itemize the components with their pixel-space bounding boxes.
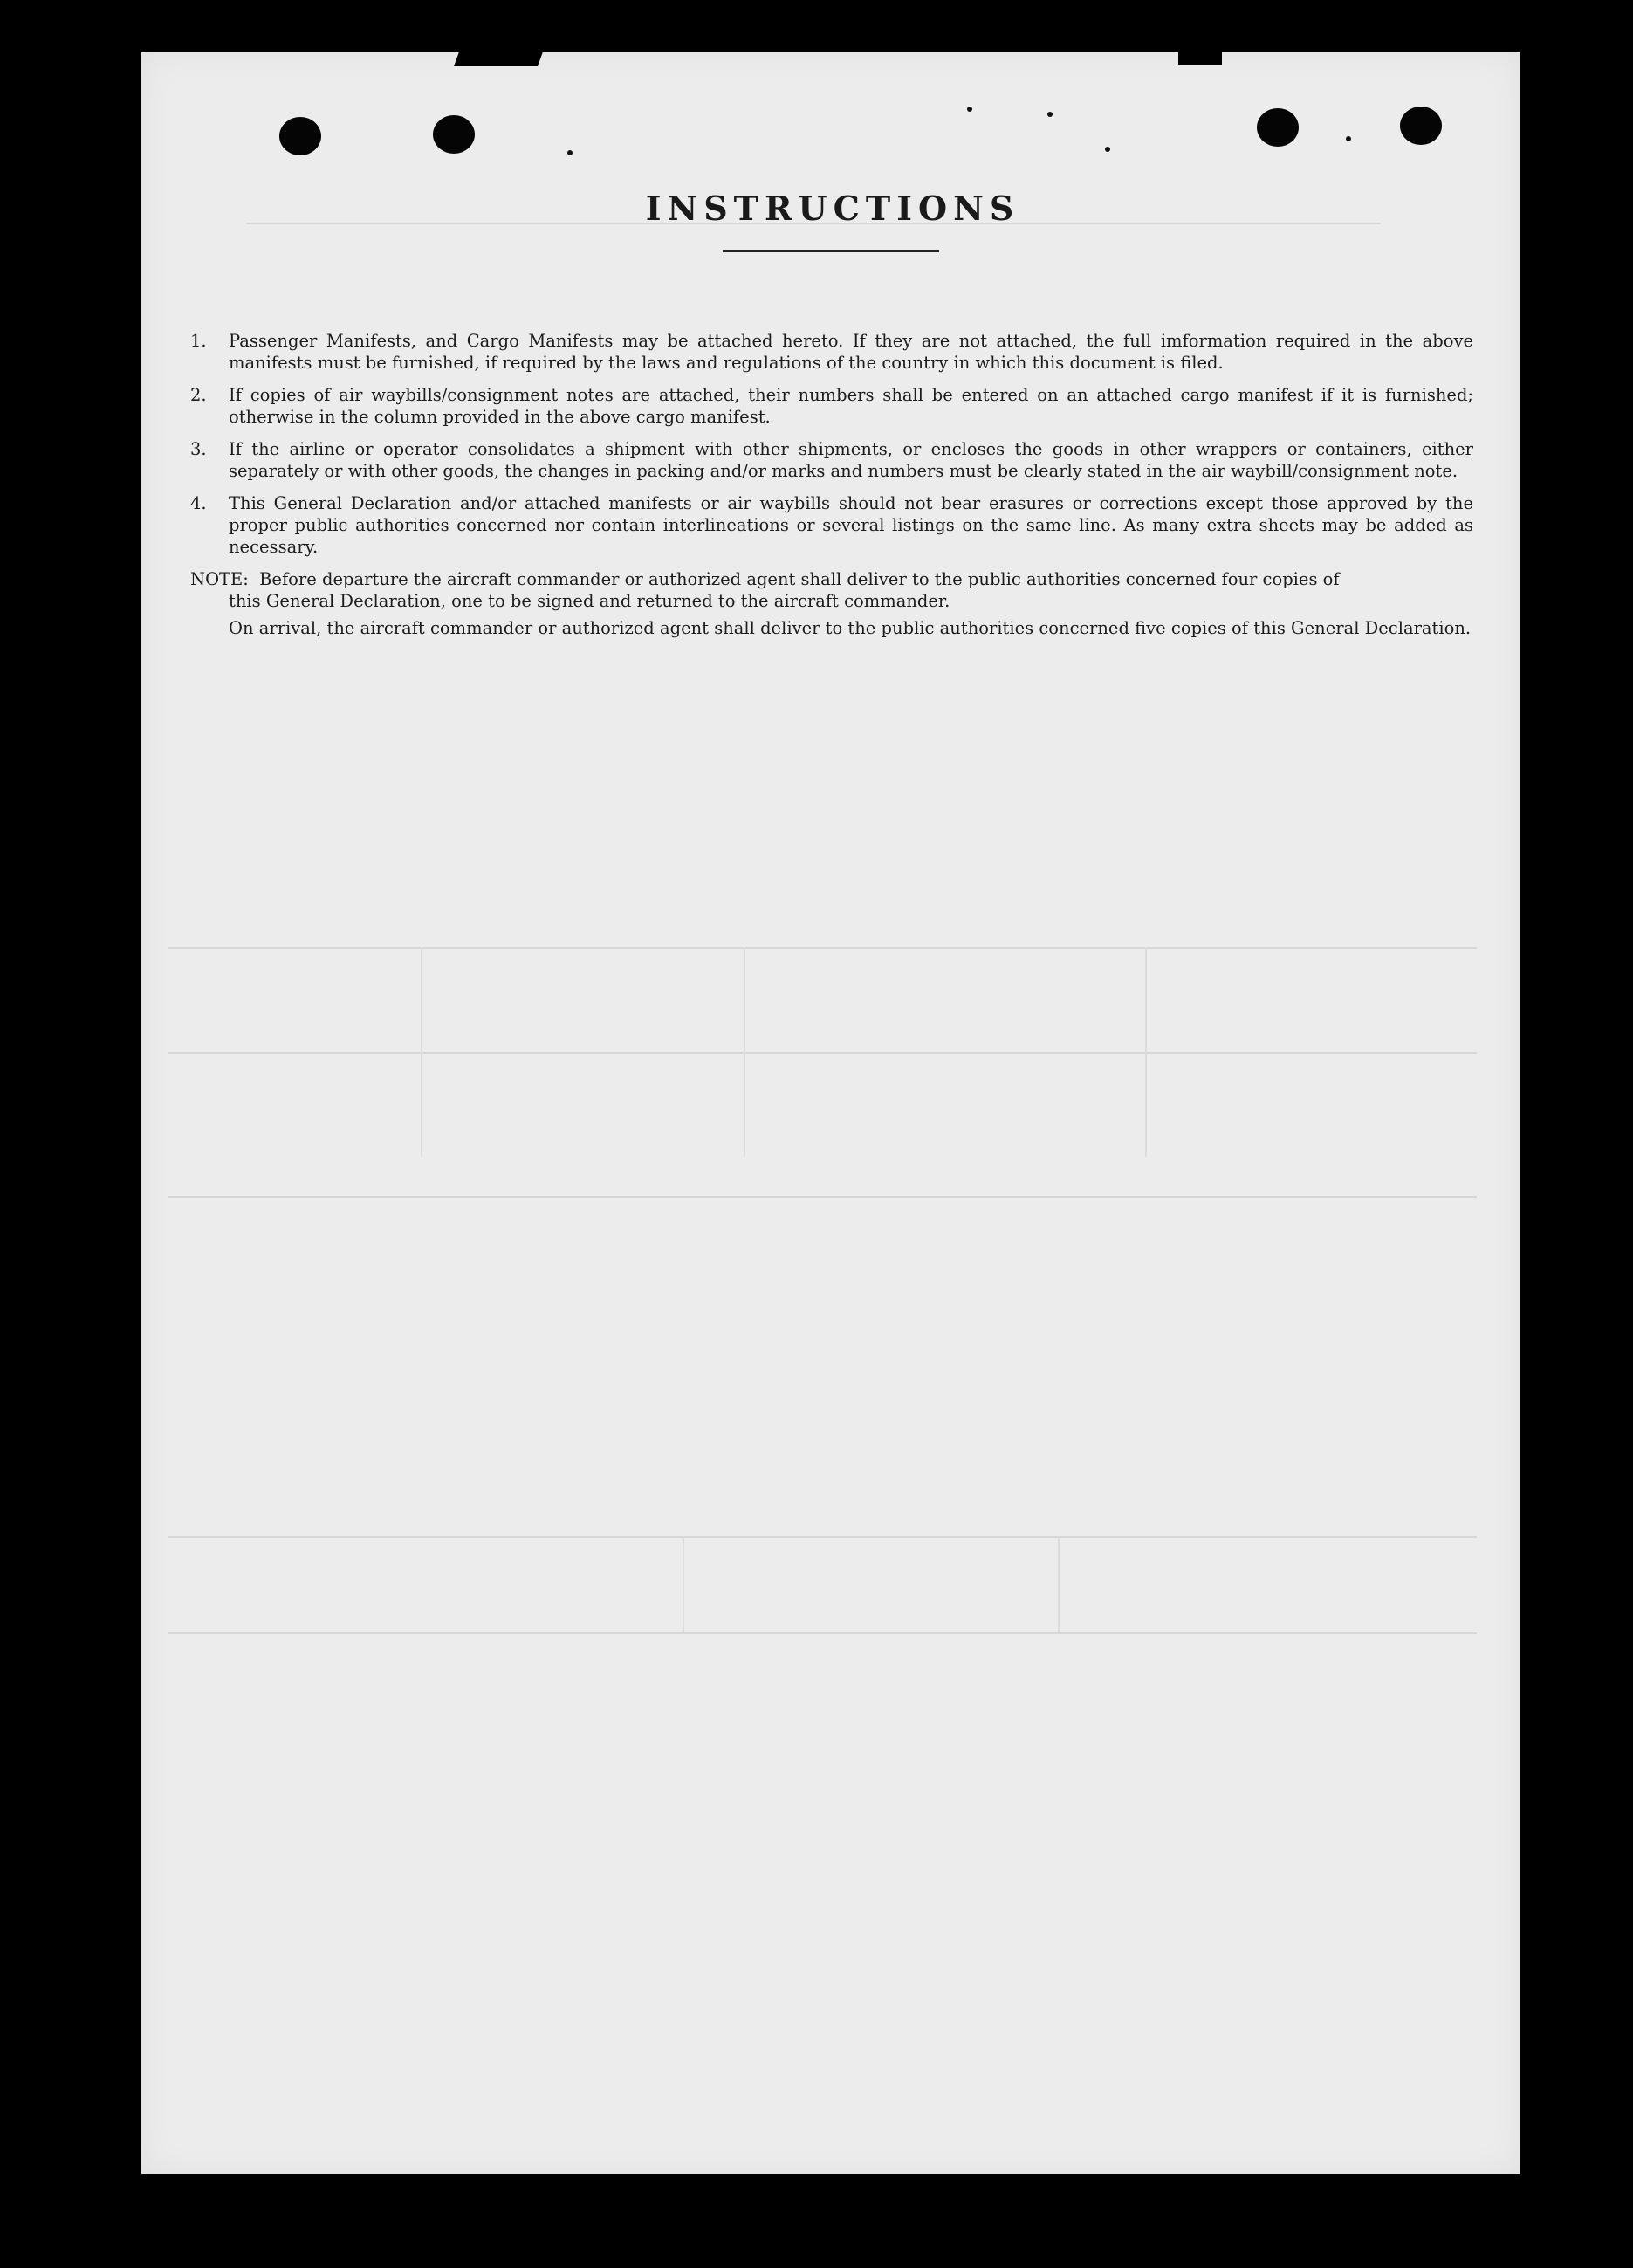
show-through-line [1145, 947, 1147, 1157]
instruction-text: If the airline or operator consolidates a shipment with other shipments, or encloses the goods in other wrappers or containers, either separately or with other goods, the changes in packing and/or marks and numbers must be clearly stated in the air waybill/consignment note. [229, 439, 1473, 481]
instruction-number: 3. [190, 439, 207, 459]
instruction-item [190, 384, 1473, 428]
punch-hole [1257, 108, 1299, 147]
note-text: Before departure the aircraft commander or authorized agent shall deliver to the public authorities concerned four copies of [259, 569, 1340, 589]
show-through-line [744, 947, 745, 1157]
instruction-number: 4. [190, 493, 207, 513]
note-label: NOTE: [190, 569, 249, 589]
ink-speck [567, 150, 573, 155]
ink-speck [967, 107, 972, 112]
show-through-line [1058, 1536, 1060, 1632]
show-through-line [168, 947, 1477, 949]
top-notch-right [1178, 49, 1222, 65]
show-through-line [168, 1632, 1477, 1634]
show-through-line [168, 1052, 1477, 1054]
instruction-item [190, 492, 1473, 558]
top-notch-left [454, 47, 545, 66]
instruction-text: If copies of air waybills/consignment notes are attached, their numbers shall be entered on an attached cargo manifest if it is furnished; otherwise in the column provided in the above cargo manifest. [229, 385, 1473, 427]
ink-speck [1047, 112, 1053, 117]
note-second-paragraph: On arrival, the aircraft commander or authorized agent shall deliver to the public authorities concerned five copies of this General Declaration. [229, 618, 1472, 638]
note-first-line [190, 568, 1473, 590]
show-through-line [168, 1536, 1477, 1538]
show-through-line [168, 1196, 1477, 1198]
note-continuation: this General Declaration, one to be signed and returned to the aircraft commander. [229, 591, 950, 611]
instruction-number: 2. [190, 385, 207, 405]
note-block [190, 568, 1473, 639]
punch-hole [1400, 107, 1442, 145]
ink-speck [1346, 136, 1351, 141]
instruction-number: 1. [190, 331, 207, 351]
instructions-list [190, 330, 1473, 639]
instruction-text: Passenger Manifests, and Cargo Manifests may be attached hereto. If they are not attached, the full imformation required in the above manifests must be furnished, if required by the laws and regulations of the country in which this document is filed. [229, 331, 1473, 373]
instructions-heading: INSTRUCTIONS [645, 189, 1020, 228]
show-through-line [683, 1536, 684, 1632]
punch-hole [433, 115, 475, 154]
instruction-item [190, 330, 1473, 374]
ink-speck [1105, 147, 1110, 152]
instruction-item [190, 438, 1473, 482]
punch-hole [279, 117, 321, 155]
show-through-line [421, 947, 422, 1157]
heading-underline [723, 250, 939, 252]
instruction-text: This General Declaration and/or attached manifests or air waybills should not bear erasures or corrections except those approved by the proper public authorities concerned nor contain interlineations or several listings on the same line. As many extra sheets may be added as necessary. [229, 493, 1473, 557]
